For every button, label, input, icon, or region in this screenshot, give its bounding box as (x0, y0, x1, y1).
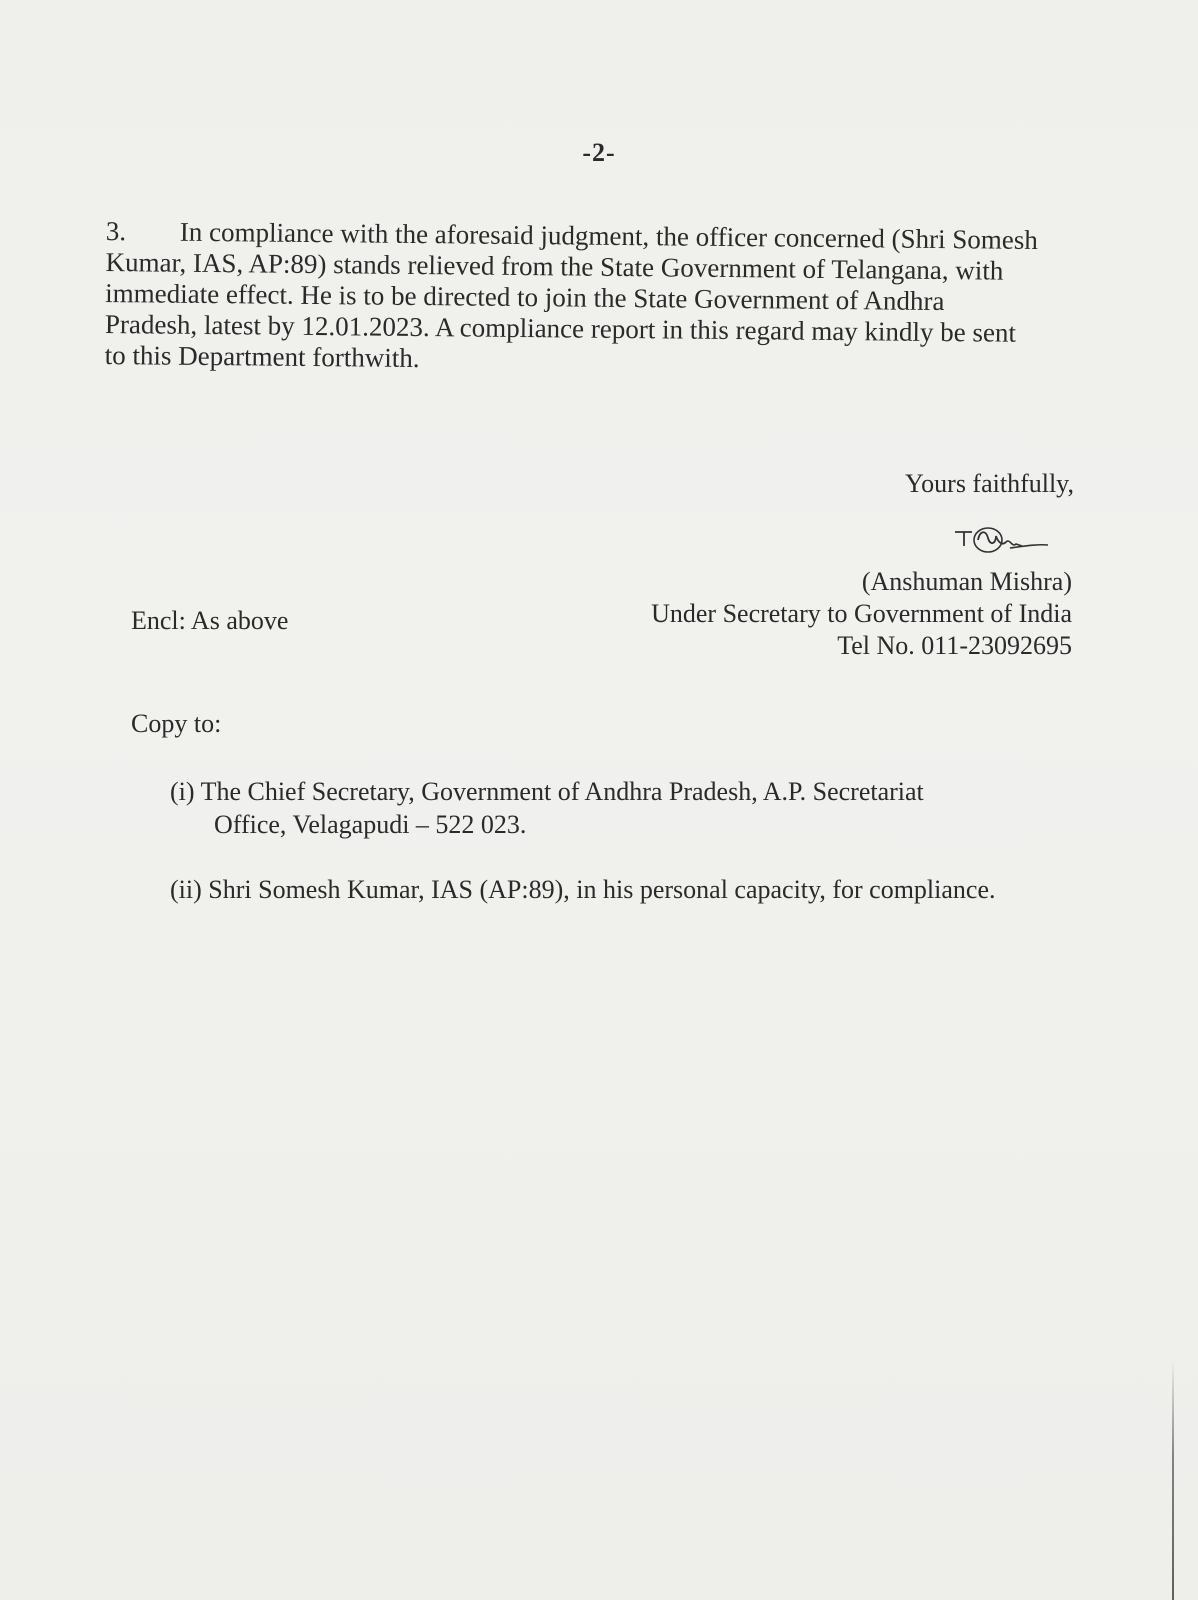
paragraph-3 (105, 216, 1096, 380)
copy-to-heading: Copy to: (131, 709, 222, 738)
signatory-designation: Under Secretary to Government of India (651, 599, 1072, 628)
paragraph-line-1: 3. In compliance with the aforesaid judgment, the officer concerned (Shri Somesh (105, 216, 1038, 255)
closing-salutation: Yours faithfully, (904, 469, 1074, 498)
signatory-name: (Anshuman Mishra) (861, 567, 1072, 596)
page-number: -2- (582, 138, 616, 167)
paragraph-line-5: to this Department forthwith. (104, 339, 420, 374)
signature-block (651, 566, 1072, 662)
paragraph-number: 3. (105, 216, 127, 247)
enclosure-note: Encl: As above (131, 606, 289, 635)
copy-to-item-1 (170, 775, 1074, 841)
paragraph-line-3: immediate effect. He is to be directed to join the State Government of Andhra (105, 277, 945, 317)
copy-to-item-1-line-2: Office, Velagapudi – 522 023. (214, 810, 527, 839)
paragraph-line-4: Pradesh, latest by 12.01.2023. A compliance report in this regard may kindly be sent (104, 308, 1017, 348)
copy-to-item-2-line-1: (ii) Shri Somesh Kumar, IAS (AP:89), in his personal capacity, for compliance. (170, 875, 996, 904)
copy-to-item-1-line-1: (i) The Chief Secretary, Government of Andhra Pradesh, A.P. Secretariat (170, 777, 924, 806)
copy-to-item-2 (170, 873, 1074, 906)
page-fold-shadow (1172, 1360, 1174, 1600)
paragraph-line-2: Kumar, IAS, AP:89) stands relieved from the State Government of Telangana, with (105, 246, 1004, 286)
handwritten-signature (950, 520, 1060, 566)
signatory-phone: Tel No. 011-23092695 (837, 631, 1072, 660)
